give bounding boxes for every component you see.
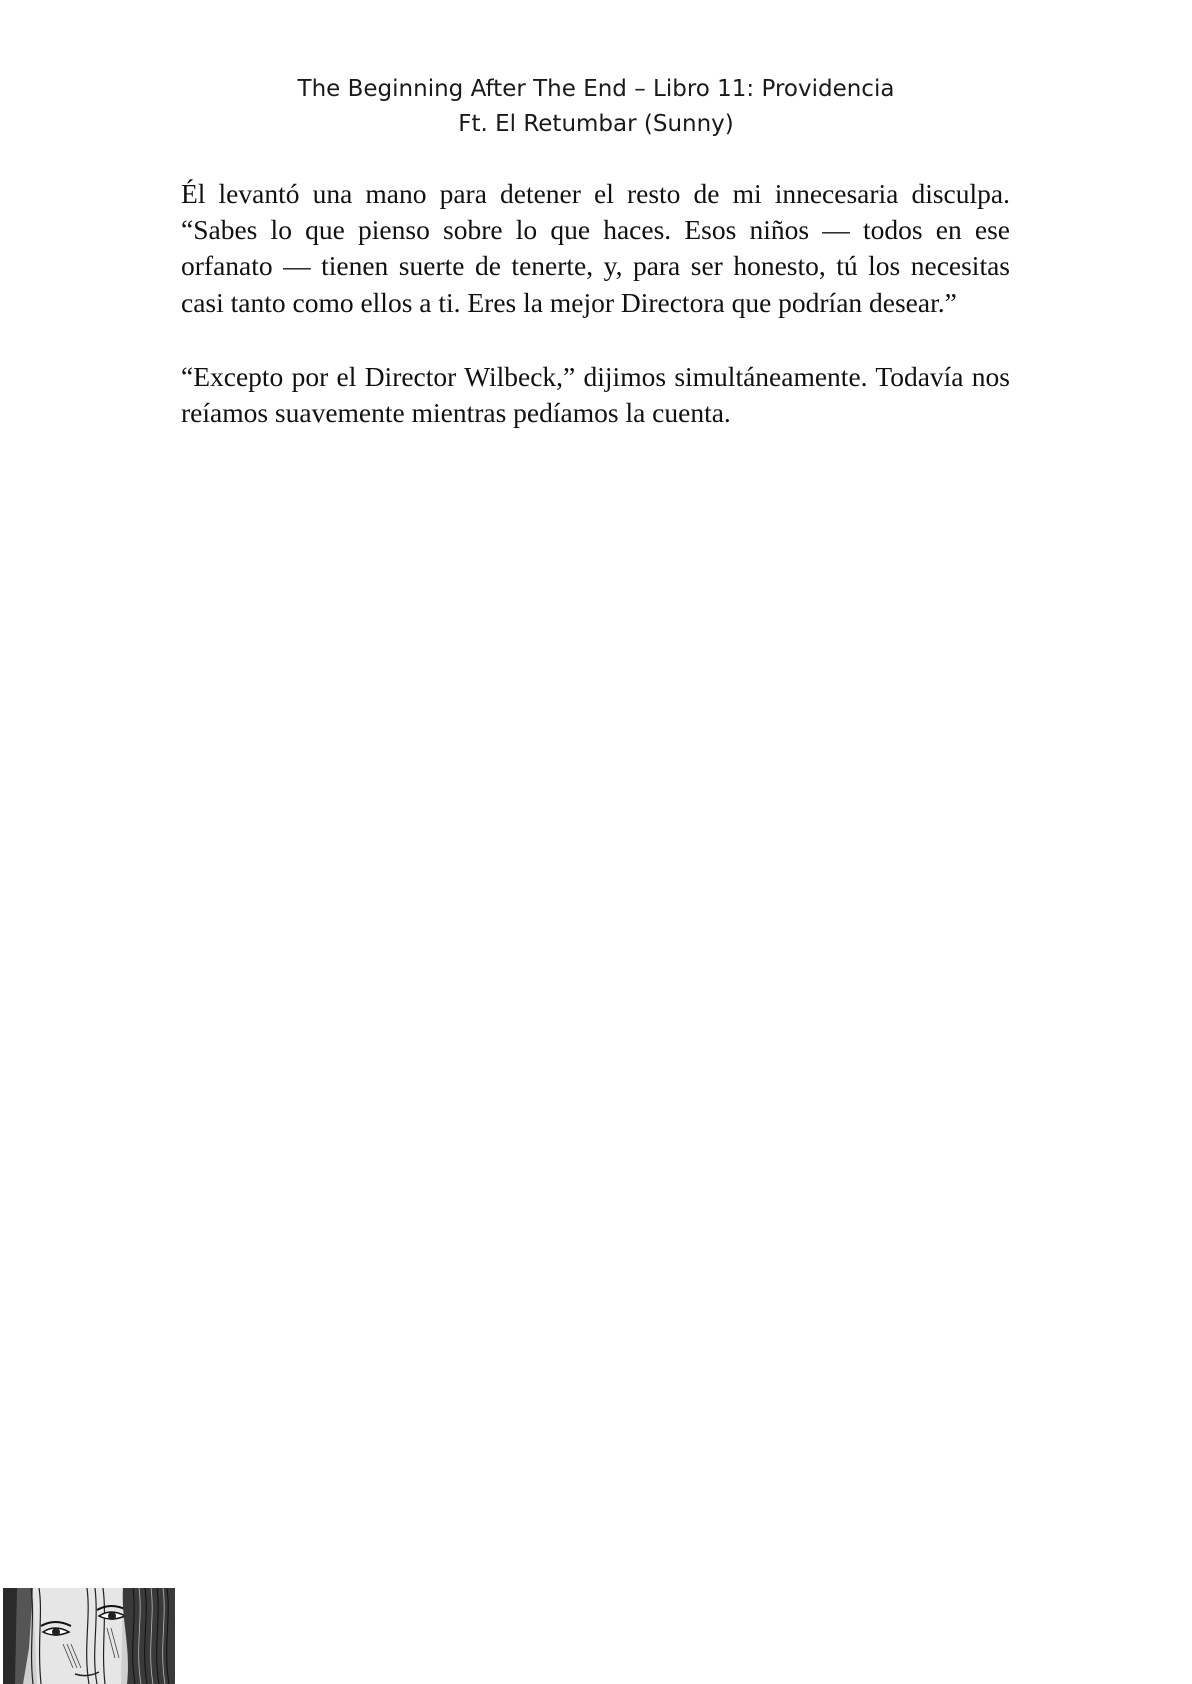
manga-face-icon (3, 1588, 175, 1684)
body-text (181, 176, 1010, 469)
paragraph-2: “Excepto por el Director Wilbeck,” dijimos simultáneamente. Todavía nos reíamos suavemente mientras pedíamos la cuenta. (181, 360, 1010, 429)
running-header (0, 72, 1192, 142)
header-title: The Beginning After The End – Libro 11: Providencia (297, 76, 895, 102)
header-subtitle: Ft. El Retumbar (Sunny) (458, 111, 734, 137)
paragraph-1: Él levantó una mano para detener el resto de mi innecesaria disculpa. “Sabes lo que pienso sobre lo que haces. Esos niños — todos en ese orfanato — tienen suerte de tenerte, y, para ser honesto, tú los necesitas casi tanto como ellos a ti. Eres la mejor Directora que podrían desear.” (181, 178, 1010, 318)
